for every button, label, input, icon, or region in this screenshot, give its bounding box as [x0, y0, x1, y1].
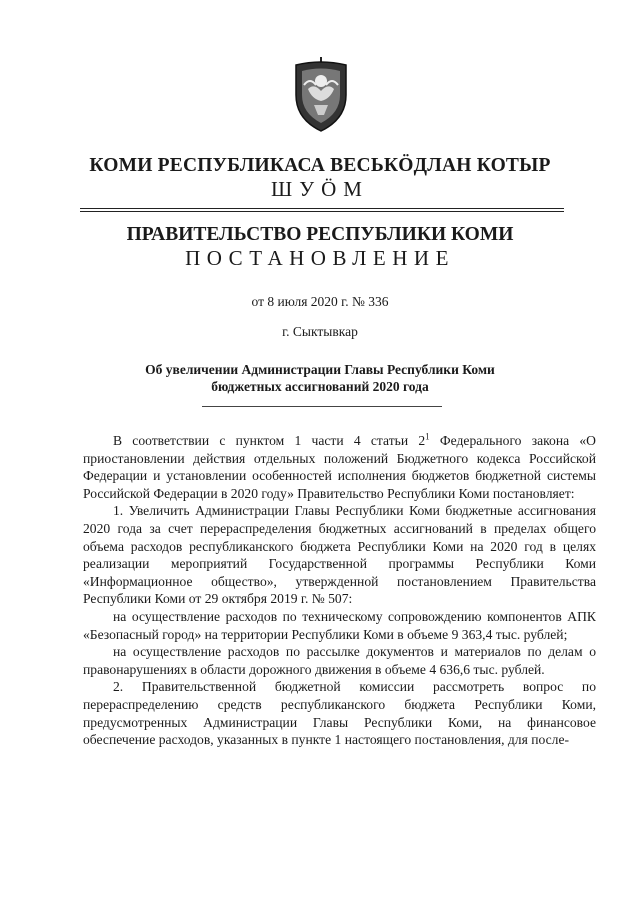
subject-underline: [202, 406, 442, 407]
document-body: [83, 432, 596, 749]
preamble-text-a: В соответствии с пунктом 1 части 4 статьи 2: [113, 433, 426, 448]
paragraph-preamble: [83, 432, 596, 502]
preamble-text-b: Федерального закона «О приостановлении действия отдельных положений Бюджетного кодекса Российской Федерации и установлении особенностей исполнения бюджетов бюджетной системы Российской Федерации в 2020 году» Правительство Республики Коми постановляет:: [83, 433, 596, 501]
header-divider-bottom: [80, 211, 564, 212]
komi-coat-of-arms-icon: [290, 55, 352, 133]
paragraph-item-1-sub-a: на осуществление расходов по техническому сопровождению компонентов АПК «Безопасный город» на территории Республики Коми в объеме 9 363,4 тыс. рублей;: [83, 608, 596, 642]
paragraph-item-1: 1. Увеличить Администрации Главы Республики Коми бюджетные ассигнования 2020 года за счет перераспределения бюджетных ассигнований в пределах общего объема расходов республиканского бюджета Республики Коми на 2020 год в целях реализации мероприятий Государственной программы Республики Коми «Информационное общество», утвержденной постановлением Правительства Республики Коми от 29 октября 2019 г. № 507:: [83, 503, 596, 607]
subject-line-2: бюджетных ассигнований 2020 года: [211, 379, 429, 394]
document-date-number: от 8 июля 2020 г. № 336: [251, 294, 389, 309]
komi-government-title: КОМИ РЕСПУБЛИКАСА ВЕСЬКÖДЛАН КОТЫР: [89, 155, 551, 176]
russian-government-title: ПРАВИТЕЛЬСТВО РЕСПУБЛИКИ КОМИ: [126, 224, 514, 245]
article-superscript: 1: [425, 431, 430, 442]
subject-line-1: Об увеличении Администрации Главы Республики Коми: [145, 362, 495, 377]
document-subject: [0, 361, 640, 395]
document-city: г. Сыктывкар: [282, 324, 358, 339]
paragraph-item-2: 2. Правительственной бюджетной комиссии рассмотреть вопрос по перераспределению средств республиканского бюджета Республики Коми, предусмотренных Администрации Главы Республики Коми, на финансовое обеспечение расходов, указанных в пункте 1 настоящего постановления, для после-: [83, 679, 596, 748]
paragraph-item-1-sub-b: на осуществление расходов по рассылке документов и материалов по делам о правонарушениях в области дорожного движения в объеме 4 636,6 тыс. рублей.: [83, 644, 596, 677]
komi-document-type: ШУÖМ: [271, 177, 369, 201]
russian-document-type: ПОСТАНОВЛЕНИЕ: [185, 246, 455, 270]
header-divider-top: [80, 208, 564, 209]
